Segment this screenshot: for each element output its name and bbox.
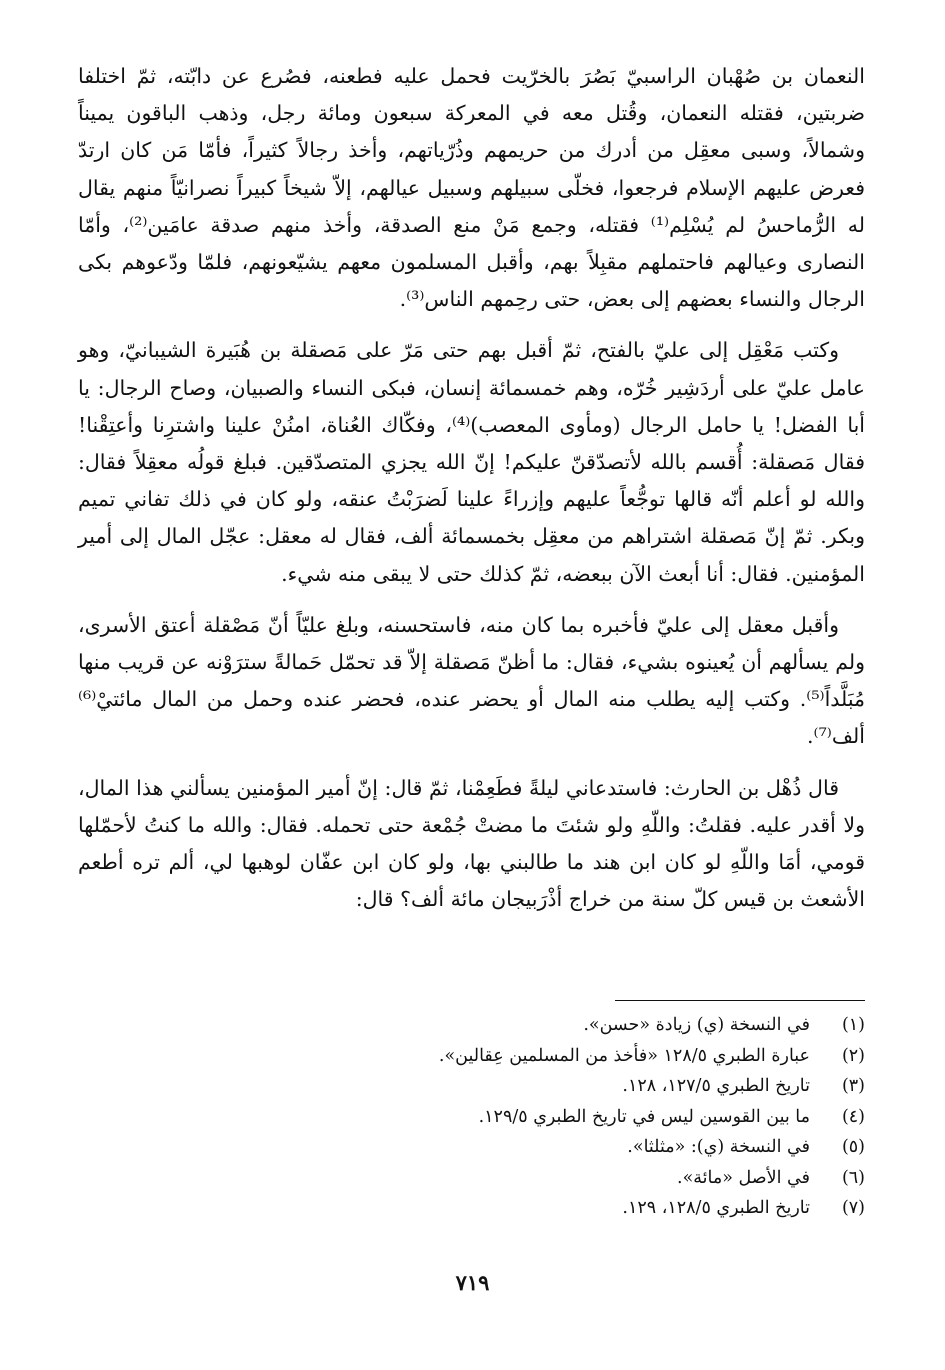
footnote-item — [78, 1193, 865, 1224]
footnote-number: (٥) — [841, 1137, 865, 1157]
footnote-text: في النسخة (ي) زيادة «حسن». — [583, 1015, 810, 1035]
footnote-text: ما بين القوسين ليس في تاريخ الطبري ١٢٩/٥. — [478, 1106, 810, 1127]
footnote-number: (٦) — [841, 1167, 865, 1188]
footnote-text: في الأصل «مائة». — [677, 1167, 810, 1188]
footnote-item — [78, 1132, 865, 1163]
footnote-item — [78, 1071, 865, 1102]
footnote-text: عبارة الطبري ١٢٨/٥ «فأخذ من المسلمين عِقالين». — [438, 1045, 810, 1066]
footnote-number: (٧) — [841, 1198, 865, 1218]
paragraph-3: وأقبل معقل إلى عليّ فأخبره بما كان منه، فاستحسنه، وبلغ عليّاً أنّ مَصْقلة أعتق الأسرى، ولم يسألهم أن يُعينوه بشيء، فقال: ما أظنّ مَصقلة إلاّ قد تحمّل حَمالةً سترَوْنه عن قريب منها مُبَلَّداً⁽⁵⁾. وكتب إليه يطلب منه المال أو يحضر عنده، فحضر عنده وحمل من المال مائتيْ⁽⁶⁾ ألف⁽⁷⁾. — [78, 612, 865, 749]
footnote-divider — [615, 1000, 865, 1001]
footnote-item — [78, 1010, 865, 1041]
paragraph-4: قال ذُهْل بن الحارث: فاستدعاني ليلةً فطَعِمْنا، ثمّ قال: إنّ أمير المؤمنين يسألني هذا المال، ولا أقدر عليه. فقلتُ: واللّهِ ولو شئتَ ما مضتْ جُمْعة حتى تحمله. فقال: والله ما كنتُ لأحمّلها قومي، أمَا واللّهِ لو كان ابن هند ما طالبني بها، ولو كان ابن عفّان لوهبها لي، ألم تره أطعم الأشعث بن قيس كلّ سنة من خراج أذْرَبيجان مائة ألف؟ قال: — [78, 775, 865, 912]
footnote-text: في النسخة (ي): «مثلثا». — [627, 1137, 810, 1157]
main-text-body — [78, 58, 865, 932]
footnote-item — [78, 1041, 865, 1072]
footnote-number: (٤) — [841, 1106, 865, 1127]
footnotes-list — [78, 1010, 865, 1224]
footnote-number: (٢) — [841, 1045, 865, 1066]
footnote-item — [78, 1102, 865, 1133]
paragraph-2: وكتب مَعْقِل إلى عليّ بالفتح، ثمّ أقبل بهم حتى مَرّ على مَصقلة بن هُبَيرة الشيبانيّ، وهو عامل عليّ على أردَشِير خُرّه، وهم خمسمائة إنسان، فبكى النساء والصبيان، وصاح الرجال: يا أبا الفضل! يا حامل الرجال (ومأوى المعصب)⁽⁴⁾، وفكّاك العُناة، امنُنْ علينا واشترِنا وأعتِقْنا! فقال مَصقلة: أُقسم بالله لأتصدّقنّ عليكم! إنّ الله يجزي المتصدّقين. فبلغ قولُه معقِلاً فقال: والله لو أعلم أنّه قالها توجُّعاً عليهم وإزراءً علينا لَضرَبْتُ عنقه، ولو كان في ذلك تفاني تميم وبكر. ثمّ إنّ مَصقلة اشتراهم من معقِل بخمسمائة ألف، فقال له معقل: عجّل المال إلى أمير المؤمنين. فقال: أنا أبعث الآن ببعضه، ثمّ كذلك حتى لا يبقى منه شيء. — [78, 338, 865, 586]
paragraph-1: النعمان بن صُهْبان الراسبيّ بَصُرَ بالخرّيت فحمل عليه فطعنه، فصُرع عن دابّته، ثمّ اختلفا ضربتين، فقتله النعمان، وقُتل معه في المعركة سبعون ومائة رجل، وذهب الباقون يميناً وشمالاً، وسبى معقِل من أدرك من حريمهم وذُرّياتهم، وأخذ رجالاً كثيراً، فأمّا مَن كان ارتدّ فعرض عليهم الإسلام فرجعوا، فخلّى سبيلهم وسبيل عيالهم، إلاّ شيخاً كبيراً نصرانيّاً منهم يقال له الرُّماحسُ لم يُسْلِم⁽¹⁾ فقتله، وجمع مَنْ منع الصدقة، وأخذ منهم صدقة عامَين⁽²⁾، وأمّا النصارى وعيالهم فاحتملهم مقبِلاً بهم، وأقبل المسلمون معهم يشيّعونهم، فلمّا ودّعوهم بكى الرجال والنساء بعضهم إلى بعض، حتى رحِمهم الناس⁽³⁾. — [78, 64, 865, 312]
footnote-number: (٣) — [841, 1076, 865, 1096]
footnote-number: (١) — [841, 1015, 865, 1035]
page-number: ٧١٩ — [455, 1270, 490, 1295]
footnote-item — [78, 1163, 865, 1194]
footnote-text: تاريخ الطبري ١٢٧/٥، ١٢٨. — [622, 1076, 810, 1096]
footnote-text: تاريخ الطبري ١٢٨/٥، ١٢٩. — [622, 1198, 810, 1218]
